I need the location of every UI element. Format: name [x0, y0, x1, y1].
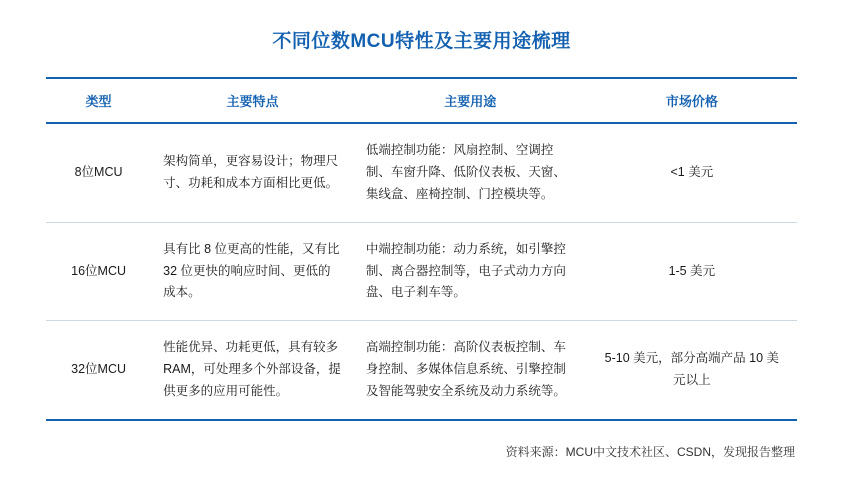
column-header-type: 类型 [46, 78, 151, 123]
table-header [46, 78, 797, 123]
cell-features: 架构简单，更容易设计；物理尺寸、功耗和成本方面相比更低。 [151, 123, 354, 222]
cell-usage: 低端控制功能：风扇控制、空调控制、车窗升降、低阶仪表板、天窗、集线盒、座椅控制、门控模块等。 [354, 123, 587, 222]
cell-price: <1 美元 [587, 123, 797, 222]
table-body [46, 123, 797, 419]
cell-features: 性能优异、功耗更低，具有较多 RAM，可处理多个外部设备，提供更多的应用可能性。 [163, 340, 341, 398]
table-row [46, 123, 797, 222]
cell-usage: 高端控制功能：高阶仪表板控制、车身控制、多媒体信息系统、引擎控制及智能驾驶安全系统及动力系统等。 [365, 340, 566, 398]
cell-price: 1-5 美元 [587, 222, 797, 321]
cell-price: 5-10 美元，部分高端产品 10 美元以上 [604, 351, 780, 388]
table-header-row [46, 78, 797, 123]
table-row [46, 222, 797, 321]
source-note: 资料来源：MCU中文技术社区、CSDN，发现报告整理 [505, 444, 795, 459]
cell-type: 8位MCU [46, 123, 151, 222]
cell-type: 16位MCU [46, 222, 151, 321]
cell-type: 32位MCU [71, 362, 126, 377]
cell-features: 具有比 8 位更高的性能，又有比 32 位更快的响应时间、更低的成本。 [151, 222, 354, 321]
page-title: 不同位数MCU特性及主要用途梳理 [272, 31, 571, 52]
column-header-features: 主要特点 [151, 78, 354, 123]
column-header-usage: 主要用途 [354, 78, 587, 123]
table-row [46, 321, 797, 419]
mcu-spec-table [46, 77, 797, 419]
column-header-price: 市场价格 [587, 78, 797, 123]
cell-usage: 中端控制功能：动力系统，如引擎控制、离合器控制等，电子式动力方向盘、电子剎车等。 [354, 222, 587, 321]
